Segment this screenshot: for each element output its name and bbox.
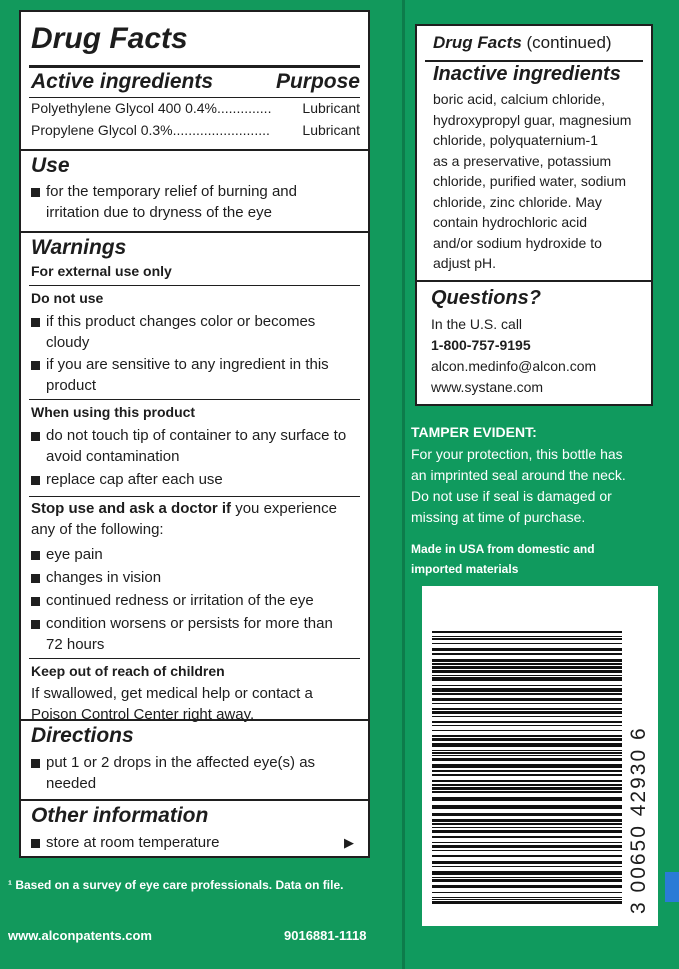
barcode-bar — [432, 666, 622, 669]
drug-facts-title: Drug Facts — [31, 22, 188, 55]
barcode-bar — [432, 819, 622, 822]
divider — [29, 658, 360, 659]
barcode-bar — [432, 861, 622, 864]
drug-facts-continued-card — [415, 24, 653, 406]
questions-line: In the U.S. call — [431, 316, 523, 332]
barcode-bar — [432, 636, 622, 637]
barcode-bar — [432, 855, 622, 857]
barcode-bar — [432, 730, 622, 731]
continue-arrow-icon: ▶ — [344, 835, 354, 850]
warning-line: if you are sensitive to any ingredient in this — [46, 356, 329, 373]
barcode-bar — [432, 750, 622, 751]
questions-heading: Questions? — [431, 287, 542, 309]
active-row: Propylene Glycol 0.3%......................... Lubricant — [31, 122, 360, 138]
directions-line: put 1 or 2 drops in the affected eye(s) as — [46, 754, 316, 771]
tamper-line: missing at time of purchase. — [411, 509, 586, 525]
purpose-heading: Purpose — [275, 70, 360, 93]
barcode-bar — [432, 677, 622, 681]
made-in-line: Made in USA from domestic and — [411, 542, 595, 556]
barcode-bar — [432, 850, 622, 851]
barcode-bar — [432, 758, 622, 761]
barcode-bar — [432, 899, 622, 900]
directions-section — [21, 719, 368, 799]
barcode-bar — [432, 879, 622, 882]
active-row: Polyethylene Glycol 400 0.4%.............. Lubricant — [31, 100, 360, 116]
barcode-bar — [432, 885, 622, 888]
bullet — [31, 597, 40, 606]
phone-number: 1-800-757-9195 — [431, 337, 531, 353]
warnings-heading: Warnings — [31, 236, 127, 259]
barcode-digits: 3 00650 42930 6 — [627, 726, 650, 914]
barcode-bar — [432, 901, 622, 904]
barcode-bar — [432, 638, 622, 640]
divider — [29, 285, 360, 286]
bullet — [31, 620, 40, 629]
barcode-graphic — [422, 586, 658, 926]
barcode-bar — [432, 836, 622, 838]
barcode-bar — [432, 877, 622, 878]
warnings-section — [21, 231, 368, 723]
stop-item: eye pain — [46, 546, 103, 563]
tamper-line: Do not use if seal is damaged or — [411, 488, 612, 504]
email-link[interactable]: alcon.medinfo@alcon.com — [431, 358, 597, 374]
barcode-bar — [432, 813, 622, 816]
continued-title: Drug Facts (continued) — [433, 33, 612, 52]
barcode-bar — [432, 725, 622, 726]
bullet — [31, 318, 40, 327]
tamper-heading: TAMPER EVIDENT: — [411, 424, 537, 440]
barcode-bar — [432, 648, 622, 651]
blue-tab — [665, 872, 679, 902]
divider — [29, 496, 360, 497]
bullet — [31, 551, 40, 560]
barcode-bar — [432, 670, 622, 673]
barcode-bar — [432, 743, 622, 747]
other-info-heading: Other information — [31, 804, 209, 827]
barcode-bar — [432, 830, 622, 833]
use-line: for the temporary relief of burning and — [46, 183, 297, 200]
stop-use-line: Stop use and ask a doctor if you experience — [31, 500, 337, 517]
inactive-line: and/or sodium hydroxide to — [433, 234, 602, 251]
barcode-bar — [432, 698, 622, 701]
bullet — [31, 188, 40, 197]
bullet — [31, 839, 40, 848]
barcode-bar — [432, 897, 622, 898]
barcode-bar — [432, 805, 622, 809]
inactive-heading: Inactive ingredients — [433, 63, 621, 85]
barcode-bar — [432, 663, 622, 665]
inactive-line: chloride, polyquaternium-1 — [433, 132, 598, 148]
stop-item: 72 hours — [46, 636, 105, 653]
barcode-bar — [432, 780, 622, 782]
drug-facts-card — [19, 10, 370, 858]
active-ingredients-heading: Active ingredients — [31, 70, 214, 93]
barcode-bar — [432, 653, 622, 655]
barcode-bar — [432, 787, 622, 790]
website-link[interactable]: www.systane.com — [431, 379, 544, 395]
barcode-bar — [432, 688, 622, 692]
barcode-bar — [432, 703, 622, 704]
barcode-bar — [432, 845, 622, 848]
footnote: ¹ Based on a survey of eye care professionals. Data on file. — [8, 878, 344, 892]
barcode-bar — [432, 659, 622, 662]
keep-out-line: If swallowed, get medical help or contact a — [31, 685, 313, 702]
barcode-bar — [432, 827, 622, 828]
barcode-bar — [432, 738, 622, 741]
bullet — [31, 574, 40, 583]
stop-item: continued redness or irritation of the eye — [46, 592, 314, 609]
barcode-bar — [432, 643, 622, 644]
divider — [29, 65, 360, 68]
other-info-section — [21, 799, 368, 858]
when-using-heading: When using this product — [31, 404, 196, 420]
divider — [425, 60, 643, 62]
stop-item: changes in vision — [46, 569, 162, 586]
do-not-use-heading: Do not use — [31, 290, 104, 306]
inactive-line: as a preservative, potassium — [433, 152, 612, 169]
warning-line: if this product changes color or becomes — [46, 313, 316, 330]
inactive-line: hydroxypropyl guar, magnesium — [433, 111, 632, 128]
use-heading: Use — [31, 154, 70, 177]
stop-item: condition worsens or persists for more than — [46, 615, 333, 632]
warning-line: cloudy — [46, 334, 90, 351]
use-line: irritation due to dryness of the eye — [46, 204, 272, 221]
barcode-bar — [432, 693, 622, 695]
barcode-bar — [432, 770, 622, 772]
warning-line: avoid contamination — [46, 448, 180, 465]
barcode-bar — [432, 685, 622, 686]
made-in-line: imported materials — [411, 562, 519, 576]
barcode — [422, 586, 658, 926]
footer-url: www.alconpatents.com — [8, 928, 152, 943]
divider — [29, 399, 360, 400]
barcode-bar — [432, 755, 622, 756]
bullet — [31, 361, 40, 370]
inactive-line: chloride, zinc chloride. May — [433, 193, 602, 210]
external-use: For external use only — [31, 263, 172, 279]
barcode-bar — [432, 752, 622, 754]
other-info-line: store at room temperature — [46, 834, 220, 851]
keep-out-line: Poison Control Center right away. — [31, 706, 255, 723]
inactive-line: boric acid, calcium chloride, — [433, 91, 605, 107]
barcode-bar — [432, 764, 622, 768]
barcode-bar — [432, 871, 622, 875]
barcode-bar — [432, 721, 622, 723]
bullet — [31, 432, 40, 441]
barcode-bar — [432, 675, 622, 676]
barcode-bar — [432, 711, 622, 714]
warning-line: replace cap after each use — [46, 471, 223, 488]
barcode-bar — [432, 735, 622, 737]
stop-use-line2: any of the following: — [31, 521, 164, 538]
barcode-bar — [432, 791, 622, 793]
keep-out-heading: Keep out of reach of children — [31, 663, 225, 679]
directions-line: needed — [46, 775, 97, 792]
barcode-bar — [432, 708, 622, 710]
barcode-bar — [432, 842, 622, 843]
barcode-bar — [432, 823, 622, 825]
inactive-line: contain hydrochloric acid — [433, 214, 588, 230]
barcode-bar — [432, 866, 622, 867]
warning-line: do not touch tip of container to any surface to — [46, 427, 347, 444]
barcode-bar — [432, 716, 622, 717]
bullet — [31, 759, 40, 768]
tamper-line: For your protection, this bottle has — [411, 446, 623, 462]
inactive-line: chloride, purified water, sodium — [433, 173, 626, 189]
bullet — [31, 476, 40, 485]
use-section — [21, 149, 368, 231]
barcode-bar — [432, 631, 622, 633]
directions-heading: Directions — [31, 724, 134, 747]
barcode-bar — [432, 784, 622, 786]
barcode-bar — [432, 774, 622, 776]
barcode-bar — [432, 797, 622, 801]
tamper-line: an imprinted seal around the neck. — [411, 467, 626, 483]
inactive-line: adjust pH. — [433, 255, 497, 271]
product-code: 9016881-1118 — [284, 928, 367, 943]
barcode-bar — [432, 892, 622, 893]
warning-line: product — [46, 377, 97, 394]
questions-section — [417, 280, 651, 404]
